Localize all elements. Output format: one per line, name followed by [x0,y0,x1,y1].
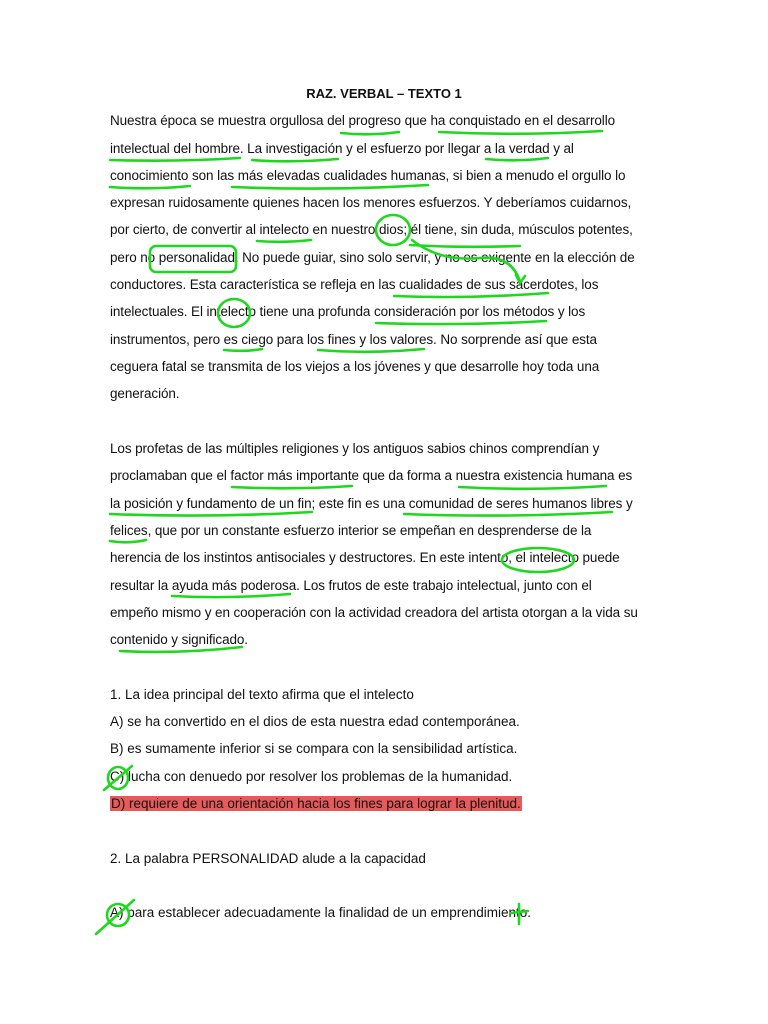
paragraph1-line: Nuestra época se muestra orgullosa del progreso que ha conquistado en el desarrollo [110,113,616,128]
paragraph2-line: resultar la ayuda más poderosa. Los frutos de este trabajo intelectual, junto con el [110,578,592,593]
question1-option-a: A) se ha convertido en el dios de esta nuestra edad contemporánea. [110,714,520,729]
paragraph1-line: conductores. Esta característica se refleja en las cualidades de sus sacerdotes, los [110,277,599,292]
paragraph1-line: conocimiento son las más elevadas cualidades humanas, si bien a menudo el orgullo lo [110,168,626,183]
question2-option-a: A) para establecer adecuadamente la finalidad de un emprendimiento. [110,905,532,920]
paragraph2-line: felices, que por un constante esfuerzo interior se empeñan en desprenderse de la [110,523,592,538]
question1-prompt: 1. La idea principal del texto afirma que el intelecto [110,687,414,702]
question2-prompt: 2. La palabra PERSONALIDAD alude a la capacidad [110,851,426,866]
correct-answer-highlight: D) requiere de una orientación hacia los fines para lograr la plenitud. [111,796,521,811]
paragraph2-line: contenido y significado. [110,632,248,647]
paragraph1-line: expresan ruidosamente quienes hacen los menores esfuerzos. Y deberíamos cuidarnos, [110,195,632,210]
paragraph2-line: Los profetas de las múltiples religiones y los antiguos sabios chinos comprendían y [110,441,600,456]
question1-option-c: C) lucha con denuedo por resolver los problemas de la humanidad. [110,769,513,784]
document-title: RAZ. VERBAL – TEXTO 1 [306,86,462,101]
question1-option-d [110,796,522,811]
paragraph2-line: herencia de los instintos antisociales y destructores. En este intento, el intelecto puede [110,550,620,565]
paragraph1-line: intelectual del hombre. La investigación y el esfuerzo por llegar a la verdad y al [110,141,574,156]
paragraph1-line: instrumentos, pero es ciego para los fines y los valores. No sorprende así que esta [110,332,597,347]
paragraph1-line: generación. [110,386,180,401]
paragraph1-line: por cierto, de convertir al intelecto en nuestro dios; él tiene, sin duda, músculos potentes, [110,222,633,237]
paragraph2-line: proclamaban que el factor más importante que da forma a nuestra existencia humana es [110,468,633,483]
question1-option-b: B) es sumamente inferior si se compara con la sensibilidad artística. [110,741,518,756]
paragraph1-line: intelectuales. El intelecto tiene una profunda consideración por los métodos y los [110,304,586,319]
paragraph1-line: ceguera fatal se transmita de los viejos a los jóvenes y que desarrolle hoy toda una [110,359,600,374]
paragraph1-line: pero no personalidad. No puede guiar, sino solo servir, y no es exigente en la elección de [110,250,635,265]
paragraph2-line: la posición y fundamento de un fin; este fin es una comunidad de seres humanos libres y [110,496,633,511]
paragraph2-line: empeño mismo y en cooperación con la actividad creadora del artista otorgan a la vida su [110,605,638,620]
